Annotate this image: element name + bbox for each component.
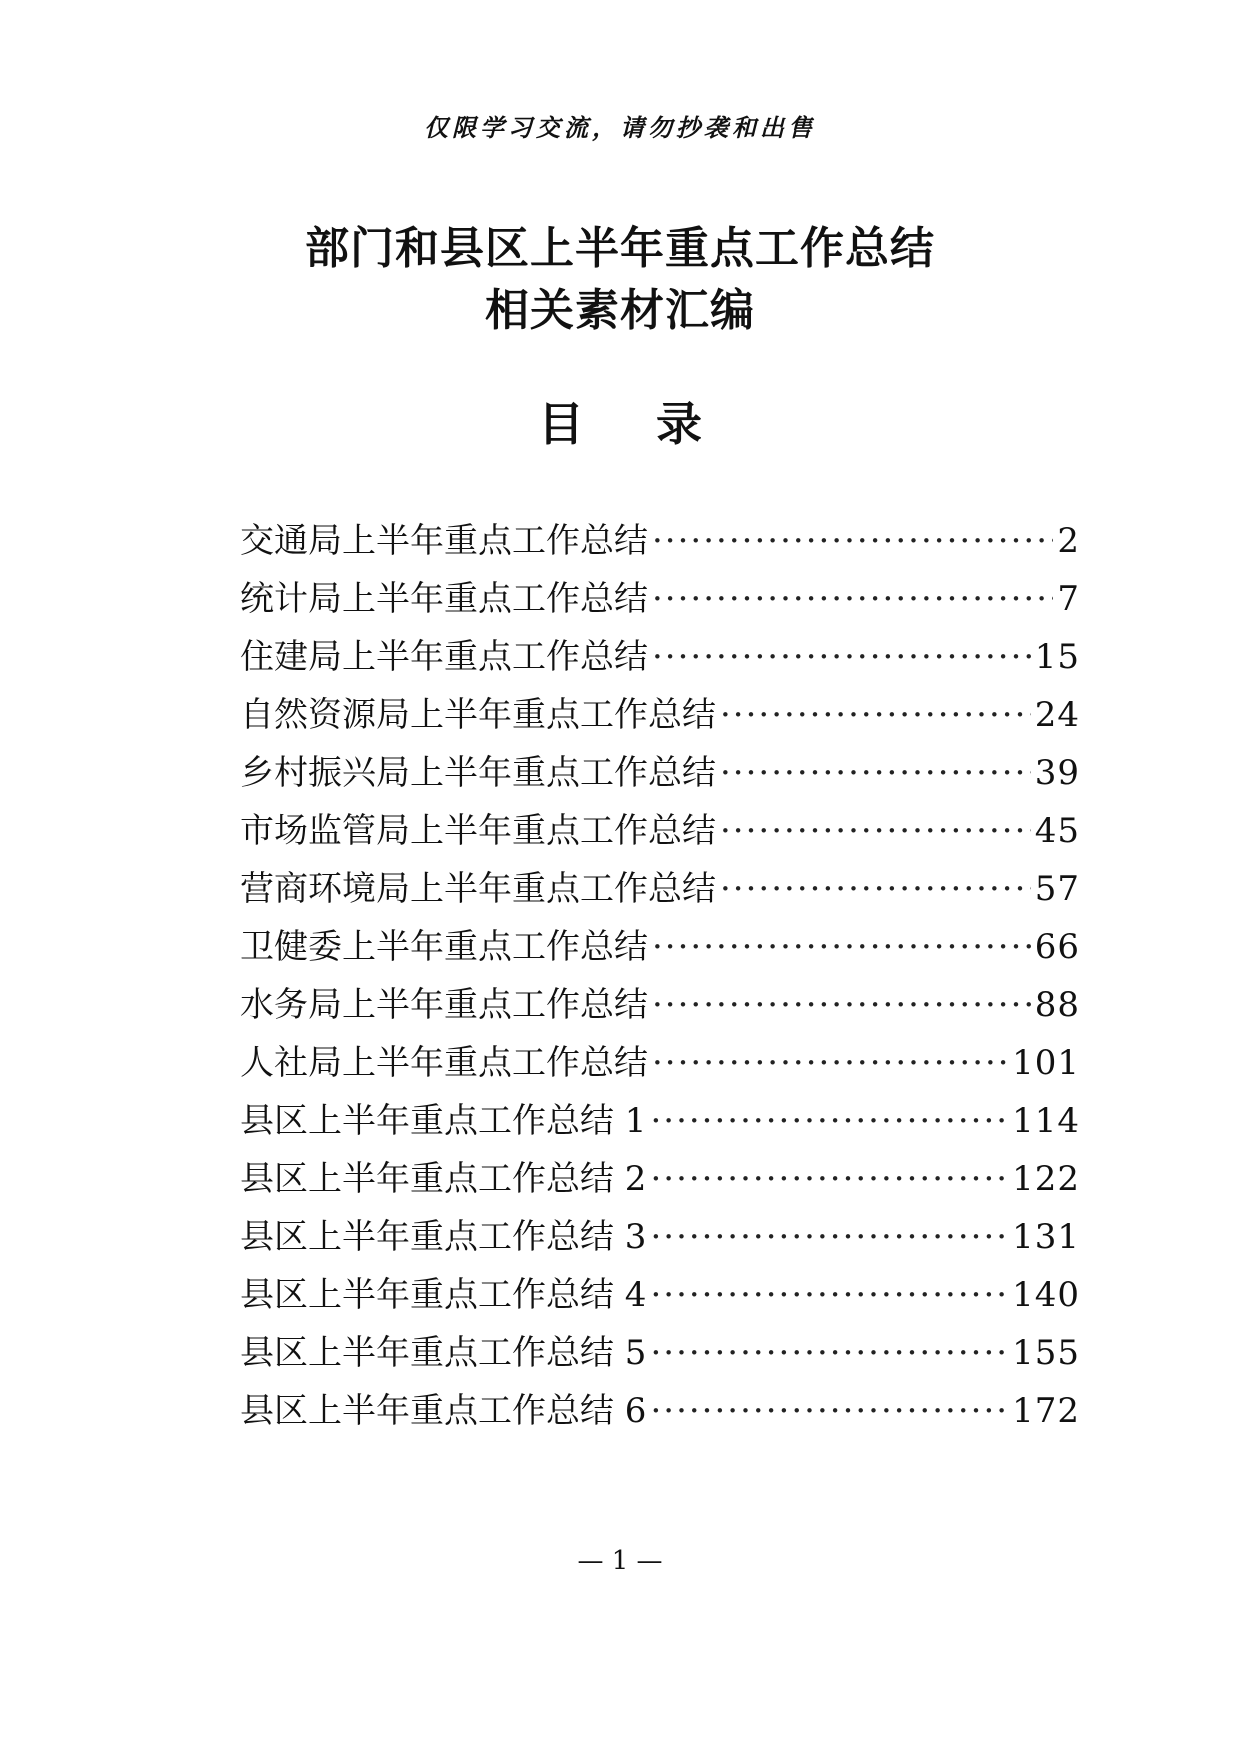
toc-entry-title: 卫健委上半年重点工作总结 — [240, 927, 648, 967]
toc-entry-page: 155 — [1012, 1333, 1080, 1373]
toc-entry[interactable] — [240, 570, 1080, 628]
toc-entry-page: 131 — [1012, 1217, 1080, 1257]
toc-entry-title: 住建局上半年重点工作总结 — [240, 637, 648, 677]
toc-entry-leader — [650, 1150, 1008, 1208]
toc-entry-page: 122 — [1012, 1159, 1080, 1199]
toc-entry-leader — [652, 512, 1053, 570]
toc-entry-page: 7 — [1057, 579, 1080, 619]
toc-entry-leader — [650, 1208, 1008, 1266]
toc-entry[interactable] — [240, 802, 1080, 860]
toc-heading-char-2: 录 — [656, 397, 702, 451]
document-title — [0, 218, 1240, 342]
toc-entry-page: 114 — [1012, 1101, 1080, 1141]
toc-entry[interactable] — [240, 686, 1080, 744]
toc-entry-page: 172 — [1012, 1391, 1080, 1431]
toc-entry[interactable] — [240, 976, 1080, 1034]
toc-entry-page: 57 — [1034, 869, 1080, 909]
toc-entry-leader — [720, 860, 1031, 918]
toc-entry-title: 水务局上半年重点工作总结 — [240, 985, 648, 1025]
toc-entry-title: 交通局上半年重点工作总结 — [240, 521, 648, 561]
toc-entry-leader — [650, 1092, 1008, 1150]
toc-entry[interactable] — [240, 1034, 1080, 1092]
document-title-line-2: 相关素材汇编 — [485, 285, 755, 336]
toc-entry-leader — [652, 570, 1053, 628]
toc-entry-leader — [650, 1266, 1008, 1324]
toc-entry[interactable] — [240, 744, 1080, 802]
toc-entry[interactable] — [240, 1208, 1080, 1266]
toc-entry[interactable] — [240, 1266, 1080, 1324]
toc-entry-title: 市场监管局上半年重点工作总结 — [240, 811, 716, 851]
toc-entry-title: 人社局上半年重点工作总结 — [240, 1043, 648, 1083]
toc-entry-title: 县区上半年重点工作总结 2 — [240, 1159, 647, 1199]
toc-entry-page: 101 — [1012, 1043, 1080, 1083]
toc-entry-page: 66 — [1034, 927, 1080, 967]
toc-entry-title: 县区上半年重点工作总结 6 — [240, 1391, 647, 1431]
toc-entry-page: 140 — [1012, 1275, 1080, 1315]
toc-entry[interactable] — [240, 860, 1080, 918]
toc-entry-page: 45 — [1034, 811, 1080, 851]
toc-entry-title: 乡村振兴局上半年重点工作总结 — [240, 753, 716, 793]
toc-entry-page: 15 — [1034, 637, 1080, 677]
page-number: — 1 — — [577, 1546, 663, 1576]
toc-entry[interactable] — [240, 1150, 1080, 1208]
toc-entry-title: 县区上半年重点工作总结 1 — [240, 1101, 647, 1141]
toc-entry-page: 24 — [1034, 695, 1080, 735]
toc-entry-leader — [652, 1034, 1008, 1092]
toc-entry-title: 县区上半年重点工作总结 4 — [240, 1275, 647, 1315]
toc-entry-title: 县区上半年重点工作总结 3 — [240, 1217, 647, 1257]
toc-entry[interactable] — [240, 918, 1080, 976]
toc-entry[interactable] — [240, 512, 1080, 570]
toc-entry-leader — [652, 976, 1031, 1034]
toc-entry-leader — [720, 686, 1031, 744]
toc-entry-page: 2 — [1057, 521, 1080, 561]
toc-heading-char-1: 目 — [537, 397, 584, 451]
toc-entry-leader — [720, 744, 1031, 802]
toc-entry-title: 县区上半年重点工作总结 5 — [240, 1333, 647, 1373]
toc-entry-title: 自然资源局上半年重点工作总结 — [240, 695, 716, 735]
toc-entry[interactable] — [240, 1092, 1080, 1150]
toc-entry[interactable] — [240, 1382, 1080, 1440]
toc-entry[interactable] — [240, 1324, 1080, 1382]
header-note: 仅限学习交流，请勿抄袭和出售 — [424, 113, 816, 142]
toc-entry-page: 88 — [1034, 985, 1080, 1025]
document-title-line-1: 部门和县区上半年重点工作总结 — [305, 223, 935, 274]
toc-list — [240, 512, 1080, 1440]
toc-entry[interactable] — [240, 628, 1080, 686]
toc-entry-leader — [650, 1324, 1008, 1382]
toc-entry-leader — [650, 1382, 1008, 1440]
toc-entry-leader — [652, 628, 1031, 686]
toc-entry-title: 统计局上半年重点工作总结 — [240, 579, 648, 619]
toc-entry-leader — [720, 802, 1031, 860]
toc-entry-page: 39 — [1034, 753, 1080, 793]
toc-heading — [0, 388, 1240, 454]
toc-entry-leader — [652, 918, 1031, 976]
toc-entry-title: 营商环境局上半年重点工作总结 — [240, 869, 716, 909]
